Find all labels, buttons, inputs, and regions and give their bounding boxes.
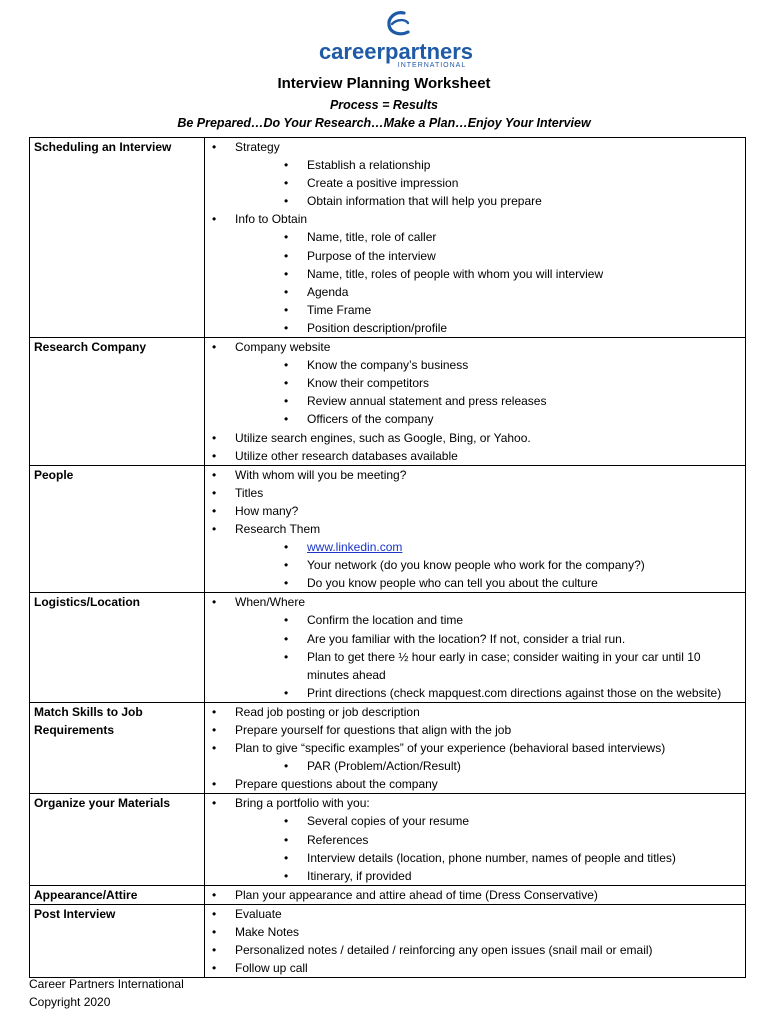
table-row <box>30 593 746 703</box>
table-row <box>30 794 746 885</box>
list-item: • Strategy • Establish a relationship • Create a positive impression • Obtain information that will help you prepare <box>209 138 741 210</box>
list-item: • Purpose of the interview <box>235 247 741 265</box>
table-row <box>30 465 746 593</box>
footer-company: Career Partners International <box>29 977 184 991</box>
details-cell <box>205 904 746 977</box>
list-item: • Utilize search engines, such as Google, Bing, or Yahoo. <box>209 429 741 447</box>
list-item: • Do you know people who can tell you about the culture <box>235 574 741 592</box>
logo-graphic <box>300 6 492 68</box>
list-item: • Company website • Know the company’s business • Know their competitors • Review annual statement and press releases • Officers of the company <box>209 338 741 428</box>
list-item: • Officers of the company <box>235 410 741 428</box>
list-item: • Name, title, role of caller <box>235 228 741 246</box>
list-item: • Establish a relationship <box>235 156 741 174</box>
category-cell: Post Interview <box>30 904 205 977</box>
logo-subtext: INTERNATIONAL <box>397 62 467 68</box>
footer <box>29 976 184 1011</box>
list-item: • References <box>235 831 741 849</box>
worksheet-title: Interview Planning Worksheet <box>277 75 491 92</box>
worksheet-subtitle: Process = Results <box>329 98 439 112</box>
list-item: • Interview details (location, phone number, names of people and titles) <box>235 849 741 867</box>
list-item: • Confirm the location and time <box>235 611 741 629</box>
category-cell: Research Company <box>30 338 205 466</box>
list-item: • Plan to get there ½ hour early in case; consider waiting in your car until 10 minutes ahead <box>235 648 741 684</box>
category-cell: People <box>30 465 205 593</box>
category-cell: Appearance/Attire <box>30 885 205 904</box>
company-logo <box>300 6 492 68</box>
list-item: • Review annual statement and press releases <box>235 392 741 410</box>
logo-wordmark: careerpartners <box>318 39 474 64</box>
list-item: • Personalized notes / detailed / reinforcing any open issues (snail mail or email) <box>209 941 741 959</box>
list-item: • When/Where • Confirm the location and time • Are you familiar with the location? If not, consider a trial run. • Plan to get there ½ hour early in case; consider waiting in your car until 10 minutes ahead • Print directions (check mapquest.com directions against those on the website) <box>209 593 741 702</box>
list-item <box>235 538 741 556</box>
category-cell: Match Skills to Job Requirements <box>30 702 205 793</box>
list-item: • Print directions (check mapquest.com directions against those on the website) <box>235 684 741 702</box>
category-cell: Organize your Materials <box>30 794 205 885</box>
details-cell <box>205 702 746 793</box>
list-item: • Prepare questions about the company <box>209 775 741 793</box>
list-item: • Prepare yourself for questions that align with the job <box>209 721 741 739</box>
list-item: • Know their competitors <box>235 374 741 392</box>
list-item: • Time Frame <box>235 301 741 319</box>
list-item: • Titles <box>209 484 741 502</box>
linkedin-link[interactable]: www.linkedin.com <box>307 540 403 555</box>
worksheet-table <box>29 137 746 978</box>
details-cell <box>205 885 746 904</box>
list-item: • Research Them • www.linkedin.com • Your network (do you know people who work for the company?) • Do you know people who can tell you about the culture <box>209 520 741 592</box>
table-row <box>30 885 746 904</box>
table-row <box>30 338 746 466</box>
category-cell: Scheduling an Interview <box>30 138 205 338</box>
list-item: • PAR (Problem/Action/Result) <box>235 757 741 775</box>
table-row <box>30 138 746 338</box>
list-item: • Know the company’s business <box>235 356 741 374</box>
list-item: • Follow up call <box>209 959 741 977</box>
details-cell <box>205 794 746 885</box>
table-row <box>30 904 746 977</box>
category-cell: Logistics/Location <box>30 593 205 703</box>
list-item: • Info to Obtain • Name, title, role of caller • Purpose of the interview • Name, title, roles of people with whom you will interview • Agenda • Time Frame • Position description/profile <box>209 210 741 337</box>
list-item: • Plan your appearance and attire ahead of time (Dress Conservative) <box>209 886 741 904</box>
details-cell <box>205 465 746 593</box>
details-cell <box>205 593 746 703</box>
list-item: • Make Notes <box>209 923 741 941</box>
list-item: • With whom will you be meeting? <box>209 466 741 484</box>
list-item: • Plan to give “specific examples” of your experience (behavioral based interviews) • PAR (Problem/Action/Result) <box>209 739 741 775</box>
list-item: • Several copies of your resume <box>235 812 741 830</box>
details-cell <box>205 338 746 466</box>
list-item: • Bring a portfolio with you: • Several copies of your resume • References • Interview details (location, phone number, names of people and titles) • Itinerary, if provided <box>209 794 741 884</box>
list-item: • Agenda <box>235 283 741 301</box>
list-item: • Name, title, roles of people with whom you will interview <box>235 265 741 283</box>
table-row <box>30 702 746 793</box>
details-cell <box>205 138 746 338</box>
footer-copyright: Copyright 2020 <box>29 994 111 1009</box>
list-item: • Utilize other research databases available <box>209 447 741 465</box>
list-item: • Your network (do you know people who work for the company?) <box>235 556 741 574</box>
list-item: • Position description/profile <box>235 319 741 337</box>
list-item: • Obtain information that will help you prepare <box>235 192 741 210</box>
list-item: • Are you familiar with the location? If not, consider a trial run. <box>235 630 741 648</box>
list-item: • Itinerary, if provided <box>235 867 741 885</box>
list-item: • Evaluate <box>209 905 741 923</box>
list-item: • Read job posting or job description <box>209 703 741 721</box>
worksheet-tagline: Be Prepared…Do Your Research…Make a Plan…Enjoy Your Interview <box>177 116 591 130</box>
list-item: • Create a positive impression <box>235 174 741 192</box>
list-item: • How many? <box>209 502 741 520</box>
